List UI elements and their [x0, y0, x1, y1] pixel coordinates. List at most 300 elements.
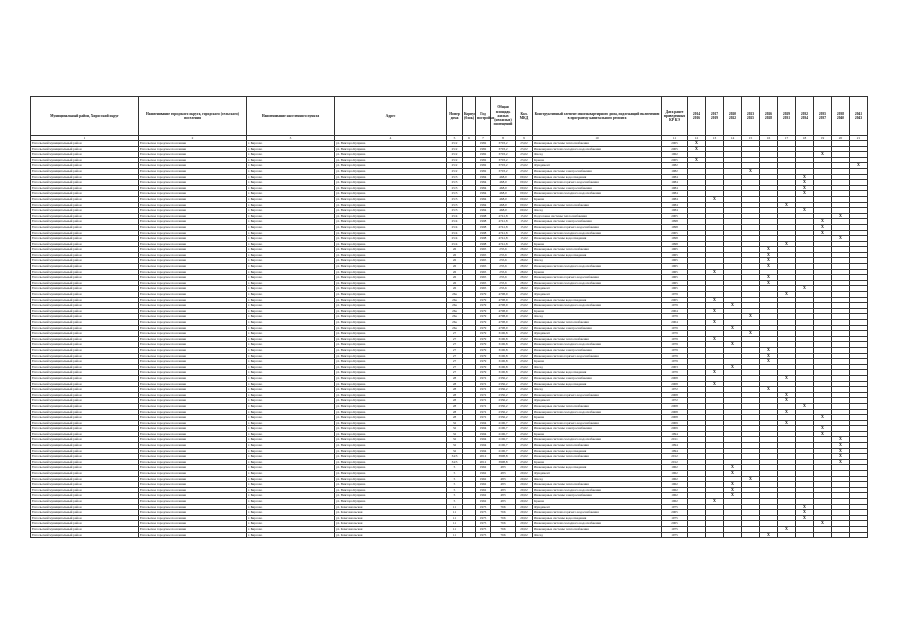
table-cell: Крыша [533, 196, 662, 202]
table-cell: 3703,2 [491, 146, 516, 152]
table-cell: Епсольский муниципальный район [31, 275, 139, 281]
table-cell: Епсольское городское поселение [139, 146, 247, 152]
table-cell: Епсольское городское поселение [139, 258, 247, 264]
table-cell: X [706, 320, 724, 326]
table-cell: Инженерные системы электроснабжения [533, 325, 662, 331]
table-cell: X [832, 454, 850, 460]
table-cell: г. Бирсово [247, 521, 335, 527]
table-cell: г. Бирсово [247, 258, 335, 264]
table-cell: Епсольское городское поселение [139, 443, 247, 449]
table-cell: X [814, 415, 832, 421]
table-cell: 26а [447, 320, 463, 326]
table-cell: Инженерные системы теплоснабжения [533, 141, 662, 147]
table-cell: 29,02 [516, 515, 533, 521]
table-cell: г. Бирсово [247, 213, 335, 219]
table-cell: г. Бирсово [247, 247, 335, 253]
table-cell: 3703,2 [491, 141, 516, 147]
table-cell: 1994 [662, 443, 688, 449]
table-cell: 1965 [476, 247, 491, 253]
table-cell: 1972 [476, 403, 491, 409]
table-cell: 1994 [662, 431, 688, 437]
table-cell: 23,02 [516, 331, 533, 337]
table-cell: Епсольский муниципальный район [31, 303, 139, 309]
table-cell: ул. Виктора Куприна [335, 370, 447, 376]
table-cell: Епсольский муниципальный район [31, 264, 139, 270]
table-cell: Епсольский муниципальный район [31, 465, 139, 471]
table-cell: Епсольский муниципальный район [31, 336, 139, 342]
table-cell: 2008 [662, 381, 688, 387]
table-cell: 23,02 [516, 381, 533, 387]
column-header: Конструктивный элемент многоквартирного дома, подлежащий включению в программу капитального ремонта [533, 97, 662, 136]
table-cell: 1965 [476, 252, 491, 258]
table-cell: Инженерные системы электроснабжения [533, 168, 662, 174]
table-cell: 4708,9 [491, 314, 516, 320]
table-cell: Епсольский муниципальный район [31, 437, 139, 443]
table-cell: 26а [447, 308, 463, 314]
table-cell: 2106,7 [491, 448, 516, 454]
column-header: Дата ранее проведенных КР КЭ [662, 97, 688, 136]
table-cell: Инженерные системы электроснабжения [533, 493, 662, 499]
table-cell: 1979 [476, 370, 491, 376]
table-cell: ул. Виктора Куприна [335, 499, 447, 505]
table-cell: X [796, 185, 814, 191]
table-cell: 1972 [476, 398, 491, 404]
table-cell: ул. Виктора Куприна [335, 208, 447, 214]
table-cell: 28,02 [516, 275, 533, 281]
table-cell: 1994 [476, 420, 491, 426]
table-cell: Епсольское городское поселение [139, 398, 247, 404]
table-cell: Фундамент [533, 331, 662, 337]
table-cell: Епсольское городское поселение [139, 431, 247, 437]
table-cell: 23,02 [516, 448, 533, 454]
table-cell: 23,02 [516, 347, 533, 353]
table-cell: Епсольский муниципальный район [31, 297, 139, 303]
table-cell: Епсольский муниципальный район [31, 504, 139, 510]
table-cell: Инженерная система горячего водоснабжения [533, 510, 662, 516]
table-cell: 11 [447, 504, 463, 510]
table-cell: ул. Виктора Куприна [335, 308, 447, 314]
table-cell: X [760, 247, 778, 253]
table-cell: 25/2 [447, 141, 463, 147]
table-cell: Инженерные системы водоотведения [533, 252, 662, 258]
table-cell: 2003 [662, 364, 688, 370]
table-cell: 27 [447, 347, 463, 353]
table-cell: 1962 [662, 465, 688, 471]
table-cell: 766 [491, 521, 516, 527]
table-cell: 32 [447, 448, 463, 454]
column-number: 8 [491, 136, 516, 141]
table-cell: Епсольское городское поселение [139, 359, 247, 365]
table-cell: г. Бирсово [247, 387, 335, 393]
table-cell: 1962 [662, 487, 688, 493]
table-body [31, 141, 868, 538]
table-cell: 1994 [476, 437, 491, 443]
table-cell: 28 [447, 392, 463, 398]
table-cell: Епсольское городское поселение [139, 482, 247, 488]
table-cell: 2005 [662, 521, 688, 527]
table-cell: Епсольское городское поселение [139, 409, 247, 415]
column-number: 7 [476, 136, 491, 141]
table-cell: X [796, 510, 814, 516]
table-cell: X [796, 286, 814, 292]
table-cell: 23,02 [516, 364, 533, 370]
table-cell: Епсольское городское поселение [139, 426, 247, 432]
table-cell: ул. Виктора Куприна [335, 454, 447, 460]
table-cell: г. Бирсово [247, 465, 335, 471]
table-cell: 25/4 [447, 236, 463, 242]
table-cell: Епсольский муниципальный район [31, 174, 139, 180]
table-cell: 1982 [662, 168, 688, 174]
table-cell: 1994 [662, 448, 688, 454]
table-cell: 1979 [476, 353, 491, 359]
table-cell: Епсольское городское поселение [139, 448, 247, 454]
table-cell: 2005 [662, 146, 688, 152]
column-header: 2020 2022 [724, 97, 742, 136]
table-cell: 1975 [476, 521, 491, 527]
table-cell: ул. Виктора Куприна [335, 353, 447, 359]
table-cell: Епсольский муниципальный район [31, 325, 139, 331]
column-number: 13 [706, 136, 724, 141]
table-cell: 1979 [662, 342, 688, 348]
table-cell: ул. Виктора Куприна [335, 152, 447, 158]
table-cell: Епсольский муниципальный район [31, 146, 139, 152]
column-number: 1 [31, 136, 139, 141]
table-cell: 235,6 [491, 252, 516, 258]
table-cell: Епсольское городское поселение [139, 353, 247, 359]
table-cell: 3703,2 [491, 152, 516, 158]
table-cell: ул. Виктора Куприна [335, 493, 447, 499]
table-cell: Епсольское городское поселение [139, 454, 247, 460]
table-cell: ул. Виктора Куприна [335, 163, 447, 169]
table-cell: 27 [447, 370, 463, 376]
table-cell: Инженерная система горячего водоснабжения [533, 392, 662, 398]
table-cell: X [724, 487, 742, 493]
table-cell: 4741,8 [491, 236, 516, 242]
table-cell: 25/2 [447, 163, 463, 169]
table-cell: Епсольское городское поселение [139, 532, 247, 538]
table-cell: ул. Виктора Куприна [335, 236, 447, 242]
table-cell: X [778, 526, 796, 532]
program-table [30, 96, 868, 538]
table-cell: г. Бирсово [247, 292, 335, 298]
table-cell: 23,02 [516, 409, 533, 415]
table-cell: Инженерные системы водоотведения [533, 381, 662, 387]
table-cell: X [724, 364, 742, 370]
table-cell: 25/4 [447, 230, 463, 236]
table-cell: 29,02 [516, 504, 533, 510]
table-cell: 235,6 [491, 264, 516, 270]
table-cell: 25/3 [447, 196, 463, 202]
table-cell: ул. Виктора Куприна [335, 174, 447, 180]
table-cell [796, 532, 814, 538]
table-cell: Епсольский муниципальный район [31, 258, 139, 264]
table-cell: 1972 [662, 387, 688, 393]
table-cell: 29,02 [516, 521, 533, 527]
table-cell: 26а [447, 292, 463, 298]
table-cell: 2008 [662, 403, 688, 409]
table-cell: 23,02 [516, 146, 533, 152]
table-cell [850, 532, 868, 538]
table-cell: 2008 [662, 415, 688, 421]
table-cell: 2005 [662, 297, 688, 303]
table-cell: 3908,8 [491, 459, 516, 465]
table-cell: 23,02 [516, 437, 533, 443]
table-cell: Инженерные системы водоотведения [533, 174, 662, 180]
column-number: 19 [814, 136, 832, 141]
table-cell: X [760, 532, 778, 538]
table-cell: ул. Виктора Куприна [335, 443, 447, 449]
table-cell: Епсольский муниципальный район [31, 308, 139, 314]
table-cell: 34/3 [447, 454, 463, 460]
table-cell: Епсольское городское поселение [139, 437, 247, 443]
table-cell: Инженерные системы электроснабжения [533, 347, 662, 353]
table-cell: ул. Виктора Куприна [335, 196, 447, 202]
table-cell: 1975 [662, 515, 688, 521]
table-cell: ул. Виктора Куприна [335, 258, 447, 264]
table-cell: Епсольское городское поселение [139, 526, 247, 532]
table-cell: X [742, 476, 760, 482]
table-cell: ул. Виктора Куприна [335, 347, 447, 353]
table-cell: ул. Виктора Куприна [335, 185, 447, 191]
table-cell: 3106,8 [491, 342, 516, 348]
table-cell: 2012 [476, 454, 491, 460]
table-cell: 1975 [476, 532, 491, 538]
table-cell: г. Бирсово [247, 504, 335, 510]
table-cell: Инженерные системы теплоснабжения [533, 320, 662, 326]
table-cell: 09,02 [516, 196, 533, 202]
table-cell: X [724, 465, 742, 471]
table-cell: Инженерная система холодного водоснабжения [533, 146, 662, 152]
table-cell: Инженерные системы теплоснабжения [533, 336, 662, 342]
table-cell: 2005 [662, 141, 688, 147]
table-cell: Епсольское городское поселение [139, 286, 247, 292]
table-cell: 1979 [476, 320, 491, 326]
table-cell: 28,02 [516, 247, 533, 253]
table-cell: 1984 [662, 191, 688, 197]
column-number: 10 [533, 136, 662, 141]
table-cell: г. Бирсово [247, 241, 335, 247]
table-cell: X [832, 236, 850, 242]
table-cell: 1998 [476, 241, 491, 247]
table-cell: 2012 [662, 454, 688, 460]
table-cell: X [796, 208, 814, 214]
table-cell: Епсольское городское поселение [139, 152, 247, 158]
table-cell: Крыша [533, 415, 662, 421]
table-cell: Крыша [533, 431, 662, 437]
table-cell: Фасад [533, 364, 662, 370]
table-cell: г. Бирсово [247, 191, 335, 197]
table-cell: Епсольское городское поселение [139, 331, 247, 337]
table-cell: 468,0 [491, 196, 516, 202]
table-cell: г. Бирсово [247, 471, 335, 477]
table-cell: 09,02 [516, 185, 533, 191]
table-cell: Инженерная система холодного водоснабжения [533, 487, 662, 493]
header-row [31, 97, 868, 136]
table-cell: 2004 [662, 308, 688, 314]
table-cell: X [724, 471, 742, 477]
table-cell: 483 [491, 471, 516, 477]
table-cell: 23,02 [516, 163, 533, 169]
table-cell: г. Бирсово [247, 443, 335, 449]
table-cell: г. Бирсово [247, 152, 335, 158]
table-cell: Епсольское городское поселение [139, 347, 247, 353]
table-cell: Епсольское городское поселение [139, 521, 247, 527]
table-cell: X [706, 336, 724, 342]
table-cell: 2011 [662, 437, 688, 443]
table-cell: Инженерные системы электроснабжения [533, 219, 662, 225]
table-cell: Епсольское городское поселение [139, 459, 247, 465]
table-cell: ул. Виктора Куприна [335, 375, 447, 381]
column-header: Наименование населенного пункта [247, 97, 335, 136]
table-cell: Епсольское городское поселение [139, 415, 247, 421]
table-cell: Инженерная система холодного водоснабжения [533, 191, 662, 197]
table-cell: X [778, 420, 796, 426]
table-cell: 766 [491, 515, 516, 521]
column-number: 15 [742, 136, 760, 141]
table-cell: X [850, 163, 868, 169]
table-cell: X [814, 219, 832, 225]
table-cell: 1984 [476, 185, 491, 191]
table-cell: 1962 [476, 482, 491, 488]
table-cell: Инженерные системы теплоснабжения [533, 247, 662, 253]
table-cell: X [778, 202, 796, 208]
table-cell: ул. Виктора Куприна [335, 459, 447, 465]
column-header: 2023 2025 [742, 97, 760, 136]
table-cell: г. Бирсово [247, 185, 335, 191]
table-cell: X [742, 331, 760, 337]
table-cell: Епсольский муниципальный район [31, 493, 139, 499]
table-cell: ул. Виктора Куприна [335, 331, 447, 337]
table-cell: Крыша [533, 269, 662, 275]
column-number: 17 [778, 136, 796, 141]
column-header: 2035 2037 [814, 97, 832, 136]
table-cell: 1979 [476, 331, 491, 337]
table-cell: 2008 [662, 375, 688, 381]
table-cell: г. Бирсово [247, 515, 335, 521]
table-cell: Епсольский муниципальный район [31, 431, 139, 437]
table-cell: 468,0 [491, 208, 516, 214]
table-cell: ул. Виктора Куприна [335, 202, 447, 208]
table-cell: Инженерная система холодного водоснабжения [533, 303, 662, 309]
table-cell: 766 [491, 510, 516, 516]
table-cell: 23,02 [516, 426, 533, 432]
table-cell: Епсольский муниципальный район [31, 476, 139, 482]
table-cell: Инженерная система холодного водоснабжения [533, 230, 662, 236]
table-cell: 2336,2 [491, 415, 516, 421]
table-cell: 25/4 [447, 213, 463, 219]
table-cell: X [688, 141, 706, 147]
table-cell: 23,02 [516, 320, 533, 326]
table-cell: X [706, 308, 724, 314]
table-cell: 15,02 [516, 230, 533, 236]
table-cell: г. Бирсово [247, 252, 335, 258]
table-cell: Епсольский муниципальный район [31, 359, 139, 365]
table-cell: Фасад [533, 314, 662, 320]
table-cell: 1965 [662, 247, 688, 253]
table-cell: Инженерные системы теплоснабжения [533, 454, 662, 460]
table-cell: г. Бирсово [247, 359, 335, 365]
table-cell: 25/4 [447, 241, 463, 247]
table-cell: 1975 [476, 526, 491, 532]
table-cell: Епсольское городское поселение [139, 336, 247, 342]
table-cell: Инженерные системы теплоснабжения [533, 443, 662, 449]
table-cell: 1984 [662, 174, 688, 180]
table-cell: Епсольский муниципальный район [31, 292, 139, 298]
table-cell: Епсольское городское поселение [139, 224, 247, 230]
table-cell: Епсольский муниципальный район [31, 247, 139, 253]
column-number: 9 [516, 136, 533, 141]
table-cell: Епсольское городское поселение [139, 168, 247, 174]
table-cell: X [778, 398, 796, 404]
table-cell: 4741,8 [491, 230, 516, 236]
table-cell: X [706, 297, 724, 303]
table-cell: 4708,9 [491, 297, 516, 303]
column-number: 5 [447, 136, 463, 141]
table-cell: 27 [447, 353, 463, 359]
table-cell: 34/3 [447, 459, 463, 465]
table-cell: Инженерные системы водоотведения [533, 236, 662, 242]
table-cell: г. Бирсово [247, 331, 335, 337]
table-cell: ул. Виктора Куприна [335, 482, 447, 488]
table-cell: 1972 [476, 415, 491, 421]
table-cell: 25/2 [447, 152, 463, 158]
column-number: 20 [832, 136, 850, 141]
table-cell: 25/3 [447, 191, 463, 197]
column-number: 11 [662, 136, 688, 141]
table-cell [706, 532, 724, 538]
table-cell: Инженерные системы теплоснабжения [533, 202, 662, 208]
table-cell: Епсольское городское поселение [139, 269, 247, 275]
table-cell: 1994 [476, 448, 491, 454]
table-cell: 468,0 [491, 180, 516, 186]
table-cell [463, 532, 476, 538]
table-cell: 1972 [476, 387, 491, 393]
table-cell: г. Бирсово [247, 236, 335, 242]
table-cell: 23,02 [516, 398, 533, 404]
table-cell: Епсольское городское поселение [139, 510, 247, 516]
table-cell: ул. Виктора Куприна [335, 314, 447, 320]
column-header: 2041 2043 [850, 97, 868, 136]
table-cell: 29,02 [516, 526, 533, 532]
table-cell: Епсольский муниципальный район [31, 454, 139, 460]
table-cell: г. Бирсово [247, 493, 335, 499]
table-cell: Епсольское городское поселение [139, 342, 247, 348]
table-cell: 28 [447, 387, 463, 393]
table-cell: 4741,8 [491, 213, 516, 219]
table-cell: Инженерная система горячего водоснабжения [533, 353, 662, 359]
table-cell: 1965 [476, 258, 491, 264]
table-cell: Епсольское городское поселение [139, 208, 247, 214]
table-cell: 1984 [476, 202, 491, 208]
table-cell: 11 [447, 526, 463, 532]
table-cell: 1998 [476, 219, 491, 225]
table-cell: 4741,8 [491, 241, 516, 247]
table-cell: 1962 [476, 465, 491, 471]
table-row [31, 532, 868, 538]
table-cell: г. Бирсово [247, 398, 335, 404]
table-cell: г. Бирсово [247, 437, 335, 443]
table-cell: Инженерная система холодного водоснабжения [533, 521, 662, 527]
table-cell: 1979 [476, 336, 491, 342]
table-cell: Инженерные системы водоотведения [533, 515, 662, 521]
table-cell: X [760, 252, 778, 258]
table-cell: 23,02 [516, 387, 533, 393]
table-cell: 32 [447, 431, 463, 437]
table-cell: X [706, 499, 724, 505]
table-cell: X [742, 168, 760, 174]
table-cell: 15,02 [516, 236, 533, 242]
table-cell: Епсольское городское поселение [139, 202, 247, 208]
